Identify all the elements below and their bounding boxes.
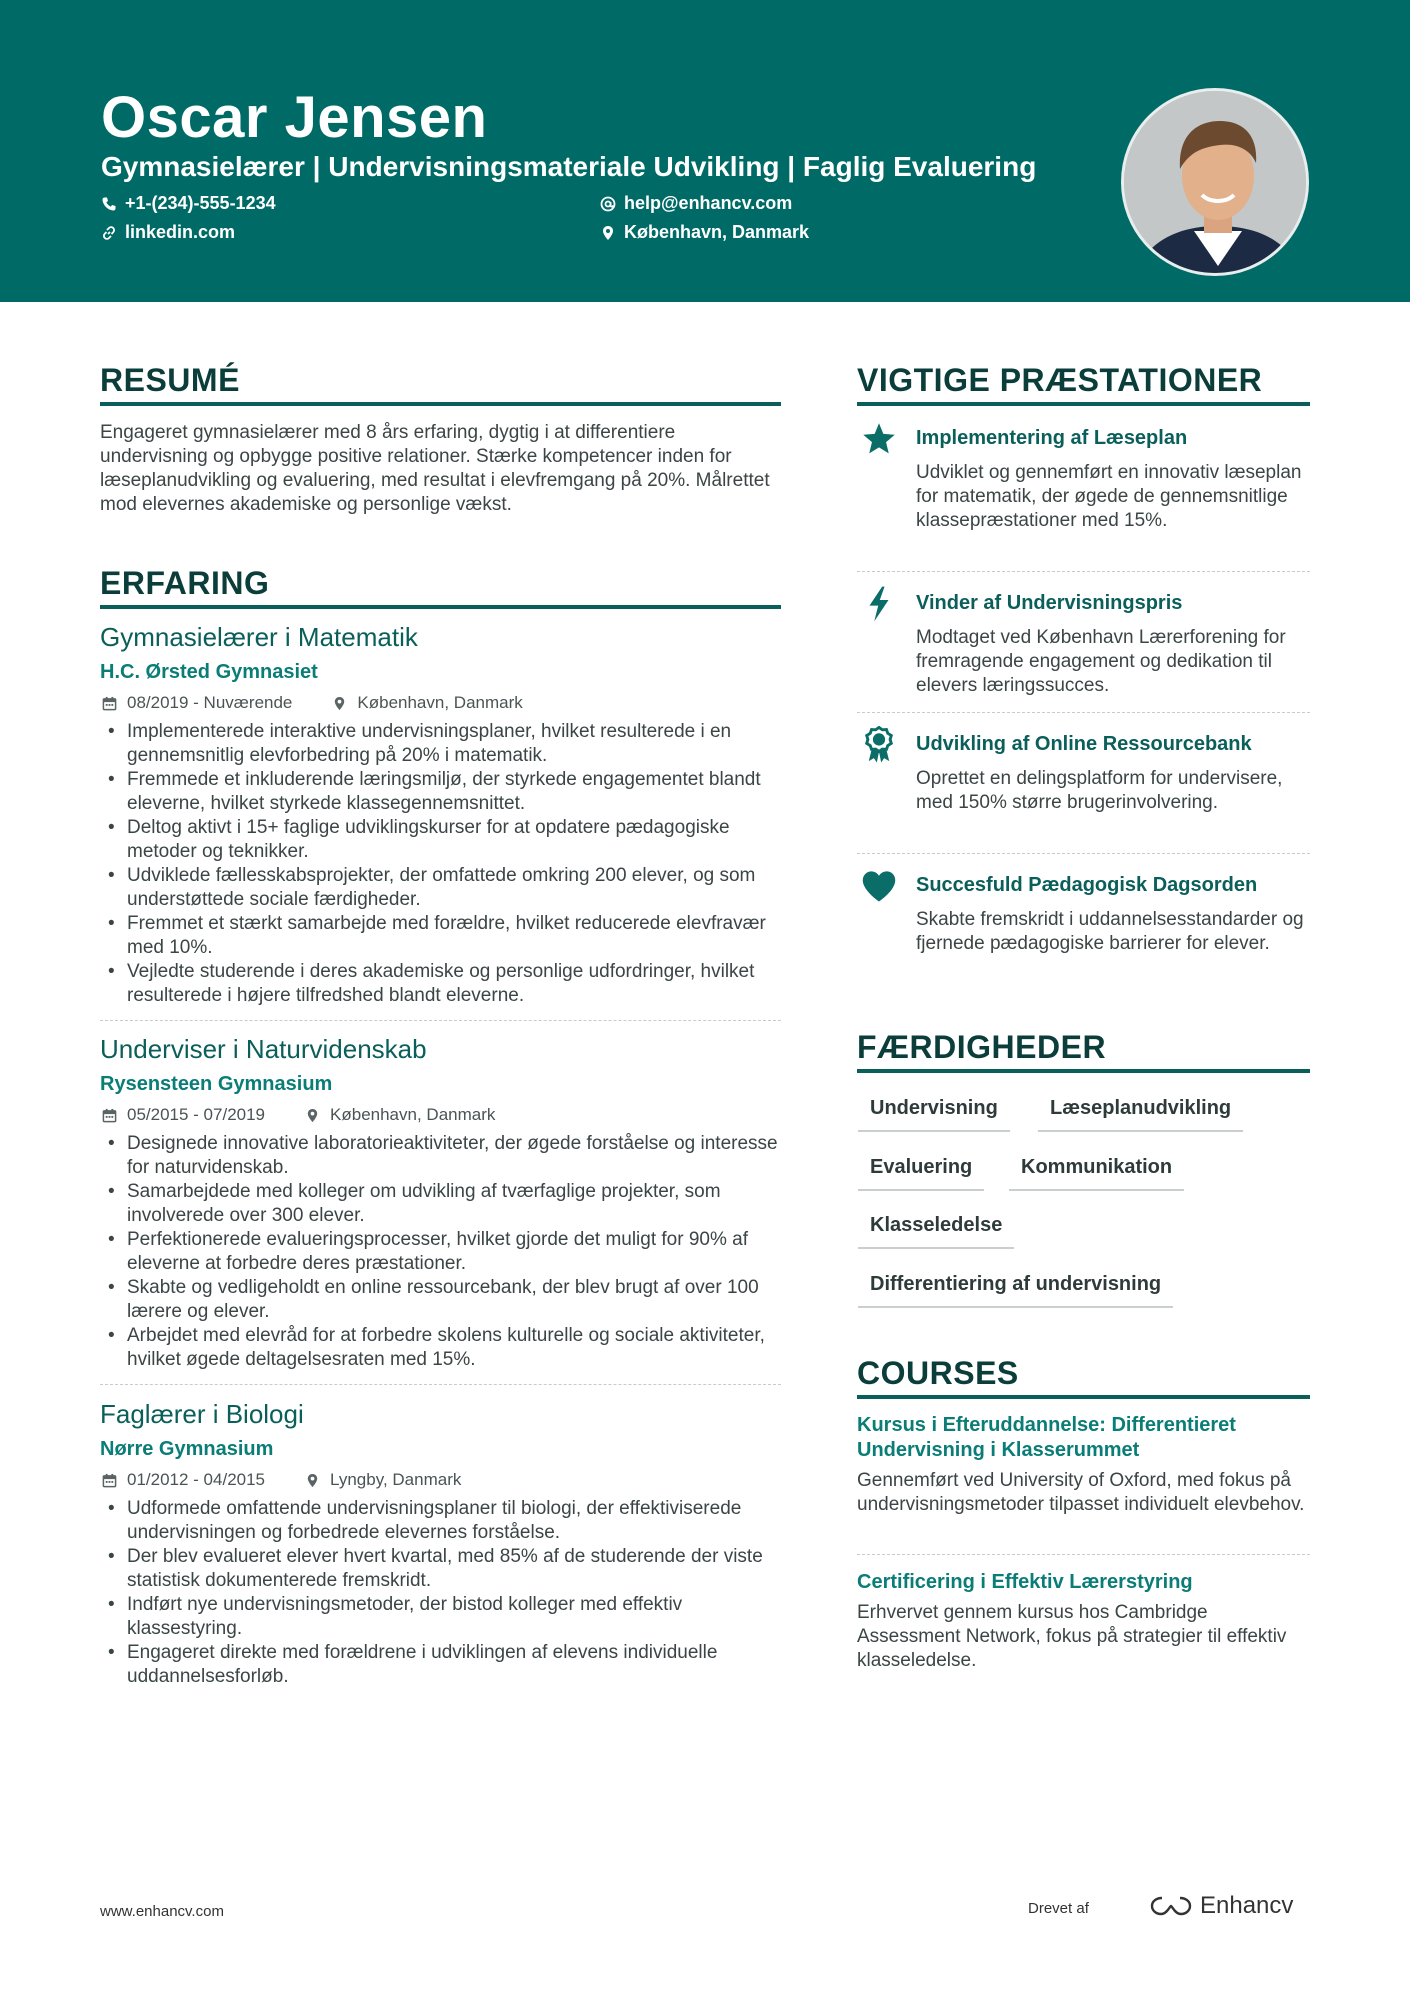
- location-pin-icon: [305, 1108, 320, 1123]
- achievement-desc: Oprettet en delingsplatform for undervisere, med 150% større brugerinvolvering.: [916, 768, 1283, 813]
- job-separator: [100, 1020, 781, 1021]
- phone-text: +1-(234)-555-1234: [125, 193, 276, 213]
- skill-tag: Differentiering af undervisning: [858, 1273, 1173, 1308]
- skills-heading: FÆRDIGHEDER: [857, 1029, 1107, 1065]
- job-company: H.C. Ørsted Gymnasiet: [100, 661, 318, 683]
- award-icon: [861, 726, 897, 764]
- job-dates: 01/2012 - 04/2015: [127, 1470, 266, 1489]
- list-item: • Indført nye undervisningsmetoder, der bistod kolleger med effektiv klassestyring.: [100, 1593, 790, 1641]
- course-desc: Erhvervet gennem kursus hos Cambridge Assessment Network, fokus på strategier til effektiv klasseledelse.: [857, 1602, 1287, 1671]
- achievement-title: Succesfuld Pædagogisk Dagsorden: [916, 874, 1258, 896]
- summary-divider: [100, 402, 781, 406]
- job-dates: 08/2019 - Nuværende: [127, 693, 293, 712]
- job-meta: [102, 1105, 495, 1125]
- course-desc: Gennemført ved University of Oxford, med fokus på undervisningsmetoder tilpasset individuelt elevbehov.: [857, 1470, 1305, 1515]
- footer-website[interactable]: www.enhancv.com: [100, 1903, 224, 1920]
- candidate-name: Oscar Jensen: [101, 85, 488, 150]
- list-item: • Der blev evalueret elever hvert kvartal, med 85% af de studerende der viste statistisk dokumenterede fremskridt.: [100, 1545, 790, 1593]
- achievement-title: Implementering af Læseplan: [916, 427, 1188, 449]
- achievement-icon: [859, 866, 899, 906]
- enhancv-logo-icon: [1148, 1893, 1194, 1919]
- avatar: [1124, 91, 1309, 276]
- achievement-desc: Skabte fremskridt i uddannelsesstandarder og fjernede pædagogiske barrierer for elever.: [916, 909, 1304, 954]
- list-item: • Engageret direkte med forældrene i udviklingen af elevens individuelle uddannelsesforløb.: [100, 1641, 790, 1689]
- job-location: København, Danmark: [330, 1105, 496, 1124]
- candidate-tagline: Gymnasielærer | Undervisningsmateriale Udvikling | Faglig Evaluering: [101, 151, 1037, 182]
- job-bullets: [100, 1497, 790, 1689]
- courses-heading: COURSES: [857, 1355, 1019, 1391]
- course-title: Kursus i Efteruddannelse: Differentieret Undervisning i Klasserummet: [857, 1414, 1236, 1461]
- heart-icon: [860, 869, 898, 903]
- list-item: • Samarbejdede med kolleger om udvikling af tværfaglige projekter, som involverede over 300 elever.: [100, 1180, 790, 1228]
- job-meta: [102, 693, 523, 713]
- contact-location: [600, 222, 809, 243]
- job-title: Faglærer i Biologi: [100, 1399, 304, 1429]
- course-title: Certificering i Effektiv Lærerstyring: [857, 1571, 1193, 1593]
- list-item: • Fremmede et inkluderende læringsmiljø, der styrkede engagementet blandt eleverne, hvilket styrkede klassegennemsnittet.: [100, 768, 790, 816]
- list-item: • Fremmet et stærkt samarbejde med forældre, hvilket reducerede elevfravær med 10%.: [100, 912, 790, 960]
- job-company: Nørre Gymnasium: [100, 1438, 274, 1460]
- enhancv-logo[interactable]: [1148, 1892, 1293, 1920]
- achievement-separator: [857, 571, 1310, 572]
- link-icon: [101, 225, 117, 241]
- list-item: • Udformede omfattende undervisningsplaner til biologi, der effektiviserede undervisningen og forbedrede elevernes forståelse.: [100, 1497, 790, 1545]
- phone-icon: [101, 196, 117, 212]
- job-dates: 05/2015 - 07/2019: [127, 1105, 266, 1124]
- achievement-icon: [859, 725, 899, 765]
- achievement-icon: [859, 419, 899, 459]
- footer-powered-by: Drevet af: [1028, 1900, 1089, 1917]
- location-text: København, Danmark: [624, 222, 810, 242]
- achievement-icon: [859, 584, 899, 624]
- list-item: • Skabte og vedligeholdt en online ressourcebank, der blev brugt af over 100 lærere og elever.: [100, 1276, 790, 1324]
- achievement-desc: Modtaget ved København Lærerforening for fremragende engagement og dedikation til elevers læringssucces.: [916, 627, 1286, 696]
- summary-text: Engageret gymnasielærer med 8 års erfaring, dygtig i at differentiere undervisning og opbygge positive relationer. Stærke kompetencer inden for læseplanudvikling og evaluering, med resultat i elevfremgang på 20%. Målrettet mod elevernes akademiske og personlige vækst.: [100, 422, 770, 515]
- job-bullets: [100, 720, 790, 1008]
- job-bullets: [100, 1132, 790, 1372]
- email-text: help@enhancv.com: [624, 193, 793, 213]
- resume-header: [0, 0, 1410, 302]
- achievement-desc: Udviklet og gennemført en innovativ læseplan for matematik, der øgede de gennemsnitlige klassepræstationer med 15%.: [916, 462, 1302, 531]
- summary-heading: RESUMÉ: [100, 362, 240, 398]
- job-title: Gymnasielærer i Matematik: [100, 622, 418, 652]
- experience-divider: [100, 605, 781, 609]
- skill-tag: Klasseledelse: [858, 1214, 1014, 1249]
- skill-tag: Læseplanudvikling: [1038, 1097, 1243, 1132]
- achievement-title: Udvikling af Online Ressourcebank: [916, 733, 1252, 755]
- location-pin-icon: [332, 696, 347, 711]
- achievement-separator: [857, 853, 1310, 854]
- linkedin-text: linkedin.com: [125, 222, 236, 242]
- enhancv-brand-text: Enhancv: [1200, 1892, 1294, 1919]
- experience-heading: ERFARING: [100, 565, 270, 601]
- contact-linkedin[interactable]: [101, 222, 235, 243]
- skill-tag: Kommunikation: [1009, 1156, 1184, 1191]
- contact-phone[interactable]: [101, 193, 276, 214]
- contact-email[interactable]: [600, 193, 792, 214]
- achievement-separator: [857, 712, 1310, 713]
- skill-tag: Evaluering: [858, 1156, 984, 1191]
- course-separator: [857, 1554, 1310, 1555]
- at-icon: [600, 196, 616, 212]
- achievement-title: Vinder af Undervisningspris: [916, 592, 1183, 614]
- profile-photo: [1121, 88, 1309, 276]
- calendar-icon: [102, 1108, 117, 1123]
- job-location: Lyngby, Danmark: [330, 1470, 462, 1489]
- job-location: København, Danmark: [357, 693, 523, 712]
- achievements-divider: [857, 402, 1310, 406]
- skills-divider: [857, 1069, 1310, 1073]
- list-item: • Implementerede interaktive undervisningsplaner, hvilket resulterede i en gennemsnitlig elevforbedring på 20% i matematik.: [100, 720, 790, 768]
- star-icon: [861, 421, 897, 457]
- job-company: Rysensteen Gymnasium: [100, 1073, 333, 1095]
- lightning-icon: [864, 585, 894, 623]
- list-item: • Vejledte studerende i deres akademiske og personlige udfordringer, hvilket resulterede i højere tilfredshed blandt eleverne.: [100, 960, 790, 1008]
- job-meta: [102, 1470, 461, 1490]
- calendar-icon: [102, 1473, 117, 1488]
- location-pin-icon: [600, 225, 616, 241]
- list-item: • Arbejdet med elevråd for at forbedre skolens kulturelle og sociale aktiviteter, hvilket øgede deltagelsesraten med 15%.: [100, 1324, 790, 1372]
- skill-tag: Undervisning: [858, 1097, 1010, 1132]
- location-pin-icon: [305, 1473, 320, 1488]
- list-item: • Deltog aktivt i 15+ faglige udviklingskurser for at opdatere pædagogiske metoder og teknikker.: [100, 816, 790, 864]
- job-title: Underviser i Naturvidenskab: [100, 1034, 427, 1064]
- list-item: • Perfektionerede evalueringsprocesser, hvilket gjorde det muligt for 90% af eleverne at forbedre deres præstationer.: [100, 1228, 790, 1276]
- calendar-icon: [102, 696, 117, 711]
- list-item: • Udviklede fællesskabsprojekter, der omfattede omkring 200 elever, og som understøttede sociale færdigheder.: [100, 864, 790, 912]
- job-separator: [100, 1384, 781, 1385]
- courses-divider: [857, 1395, 1310, 1399]
- list-item: • Designede innovative laboratorieaktiviteter, der øgede forståelse og interesse for naturvidenskab.: [100, 1132, 790, 1180]
- achievements-heading: VIGTIGE PRÆSTATIONER: [857, 362, 1263, 398]
